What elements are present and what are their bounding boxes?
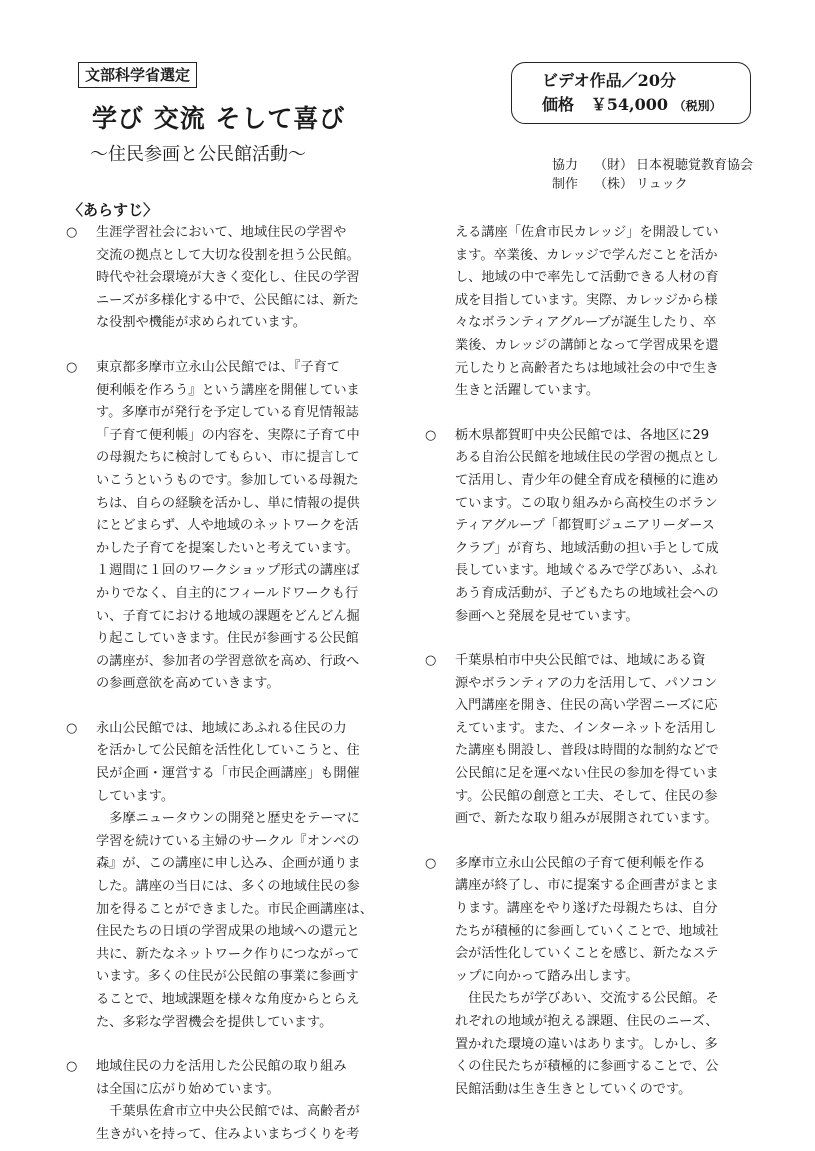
paragraph: [66, 357, 396, 696]
bullet-circle: ○: [66, 1059, 78, 1075]
price-tax: （税別）: [673, 99, 722, 113]
text-line: 生涯学習社会において、地域住民の学習や: [96, 225, 347, 240]
paragraph-body: [96, 222, 396, 335]
paragraph-body: [455, 425, 765, 628]
text-line: の講座が、参加者の学習意欲を高め、行政へ: [96, 653, 360, 669]
credit-production: [552, 175, 753, 194]
video-length: ビデオ作品／20分: [542, 71, 676, 90]
text-line: す。公民館の創意と工夫、そして、住民の参: [455, 788, 718, 804]
text-line: て活用し、青少年の健全育成を積極的に進め: [455, 472, 719, 488]
right-column: [425, 222, 765, 1101]
text-line: くの住民たちが積極的に参画することで、公: [455, 1059, 719, 1075]
bullet-circle: ○: [425, 855, 437, 871]
text-line: 共に、新たなネットワーク作りにつながって: [96, 946, 360, 962]
text-line: 生きがいを持って、住みよいまちづくりを考: [96, 1126, 360, 1142]
paragraph-body: [455, 853, 765, 1102]
paragraph: [425, 425, 765, 628]
price-label: 価格: [542, 95, 575, 114]
paragraph: [66, 718, 396, 1034]
text-line: ています。この取り組みから高校生のボラン: [455, 495, 718, 511]
text-line: 入門講座を開き、住民の高い学習ニーズに応: [455, 698, 718, 714]
text-line: 々なボランティアグループが誕生したり、卒: [455, 315, 717, 331]
text-line: 元したりと高齢者たちは地域社会の中で生き: [455, 360, 719, 376]
text-line: の参画意欲を高めていきます。: [96, 676, 280, 692]
text-line: 森』が、この講座に申し込み、企画が通りま: [96, 856, 361, 872]
text-line: 千葉県佐倉市立中央公民館では、高齢者が: [96, 1104, 360, 1120]
page-title: 学び 交流 そして喜び: [92, 104, 346, 133]
left-column: [66, 222, 396, 1147]
text-line: しています。: [96, 788, 175, 804]
text-line: 成を目指しています。実際、カレッジから様: [455, 292, 718, 308]
text-line: は全国に広がり始めています。: [96, 1081, 280, 1097]
text-line: た、多彩な学習機会を提供しています。: [96, 1014, 333, 1030]
page-subtitle: ～住民参画と公民館活動～: [90, 144, 306, 165]
text-line: ティアグループ「都賀町ジュニアリーダース: [455, 518, 715, 534]
text-line: ちは、自らの経験を活かし、単に情報の提供: [96, 495, 360, 511]
text-line: 交流の拠点として大切な役割を担う公民館。: [96, 247, 360, 263]
text-line: 学習を続けている主婦のサークル『オンベの: [96, 833, 360, 849]
text-line: した。講座の当日には、多くの地域住民の参: [96, 879, 360, 895]
text-line: り起こしていきます。住民が参画する公民館: [96, 631, 359, 647]
text-line: 多摩市立永山公民館の子育て便利帳を作る: [455, 855, 706, 871]
text-line: 会が活性化していくことを感じ、新たなステ: [455, 946, 719, 962]
text-line: 地域住民の力を活用した公民館の取り組み: [96, 1059, 347, 1075]
text-line: 長しています。地域ぐるみで学びあい、ふれ: [455, 563, 718, 579]
text-line: れぞれの地域が抱える課題、住民のニーズ、: [455, 1014, 719, 1029]
text-line: 民館活動は生き生きとしていくのです。: [455, 1081, 692, 1097]
bullet-circle: ○: [66, 720, 78, 736]
text-line: す。多摩市が発行を予定している育児情報誌: [96, 405, 359, 421]
text-line: 住民たちが学びあい、交流する公民館。そ: [455, 991, 719, 1007]
text-line: にとどまらず、人や地域のネットワークを活: [96, 518, 359, 534]
text-line: 参画へと発展を見せています。: [455, 608, 639, 624]
text-line: い、子育てにおける地域の課題をどんどん掘: [96, 608, 360, 624]
bullet-circle: ○: [425, 427, 437, 443]
text-line: います。多くの住民が公民館の事業に参画す: [96, 969, 359, 985]
paragraph: [425, 853, 765, 1102]
text-line: 加を得ることができました。市民企画講座は、: [96, 901, 373, 917]
text-line: し、地域の中で率先して活動できる人材の育: [455, 270, 719, 286]
paragraph-body: [96, 357, 396, 696]
text-line: 講座が終了し、市に提案する企画書がまとま: [455, 878, 719, 894]
credit-type: （財）: [594, 158, 634, 173]
text-line: あう育成活動が、子どもたちの地域社会への: [455, 585, 719, 601]
text-line: な役割や機能が求められています。: [96, 315, 306, 331]
text-line: えています。また、インターネットを活用し: [455, 720, 717, 736]
credit-role: 協力: [552, 158, 579, 173]
text-line: 「子育て便利帳」の内容を、実際に子育て中: [96, 427, 360, 443]
text-line: 栃木県都賀町中央公民館では、各地区に29: [455, 427, 710, 443]
paragraph-continued: [425, 222, 765, 403]
text-line: かした子育てを提案したいと考えています。: [96, 540, 359, 556]
paragraph: [66, 1056, 396, 1146]
credits: [552, 156, 753, 194]
text-line: ります。講座をやり遂げた母親たちは、自分: [455, 901, 718, 917]
text-line: 時代や社会環境が大きく変化し、住民の学習: [96, 270, 360, 286]
credit-name: リュック: [636, 177, 688, 192]
text-line: かりでなく、自主的にフィールドワークも行: [96, 585, 359, 601]
text-line: 東京都多摩市立永山公民館では、『子育て: [96, 359, 340, 375]
text-line: ある自治公民館を地域住民の学習の拠点とし: [455, 450, 719, 466]
text-line: える講座「佐倉市民カレッジ」を開設してい: [455, 225, 719, 240]
bullet-circle: ○: [425, 653, 437, 669]
paragraph-body: [96, 718, 396, 1034]
credit-name: 日本視聴覚教育協会: [636, 158, 754, 173]
text-line: 生きと活躍しています。: [455, 383, 600, 399]
bullet-circle: ○: [66, 225, 78, 240]
price-box: [511, 62, 751, 124]
text-line: ップに向かって踏み出します。: [455, 968, 639, 984]
text-line: たちが積極的に参画していくことで、地域社: [455, 923, 719, 939]
text-line: 業後、カレッジの講師となって学習成果を還: [455, 337, 719, 353]
text-line: 永山公民館では、地域にあふれる住民の力: [96, 720, 347, 736]
text-line: 画で、新たな取り組みが展開されています。: [455, 811, 718, 827]
credit-role: 制作: [552, 177, 579, 192]
text-line: ることで、地域課題を様々な角度からとらえ: [96, 992, 360, 1007]
text-line: を活かして公民館を活性化していこうと、住: [96, 743, 360, 759]
bullet-circle: ○: [66, 359, 78, 375]
text-line: ます。卒業後、カレッジで学んだことを活か: [455, 247, 718, 263]
text-line: 源やボランティアの力を活用して、パソコン: [455, 675, 718, 691]
text-line: ニーズが多様化する中で、公民館には、新た: [96, 292, 359, 308]
text-line: 民が企画・運営する「市民企画講座」も開催: [96, 766, 360, 782]
text-line: た講座も開設し、普段は時間的な制約などで: [455, 743, 719, 759]
price-line: [542, 93, 750, 118]
price-value: ￥54,000: [590, 95, 668, 114]
text-line: １週間に１回のワークショップ形式の講座ば: [96, 563, 360, 579]
text-line: 置かれた環境の違いはあります。しかし、多: [455, 1036, 718, 1052]
paragraph: [66, 222, 396, 335]
paragraph-body: [455, 650, 765, 831]
text-line: 便利帳を作ろう』という講座を開催していま: [96, 382, 360, 398]
credit-cooperation: [552, 156, 753, 175]
text-line: 住民たちの日頃の学習成果の地域への還元と: [96, 924, 360, 940]
text-line: 千葉県柏市中央公民館では、地域にある資: [455, 653, 706, 669]
text-line: クラブ」が育ち、地域活動の担い手として成: [455, 540, 719, 556]
text-line: 公民館に足を運べない住民の参加を得ていま: [455, 766, 719, 782]
text-line: の母親たちに検討してもらい、市に提言して: [96, 450, 360, 466]
credit-type: （株）: [594, 177, 634, 192]
selection-badge: 文部科学省選定: [78, 62, 197, 88]
synopsis-heading: 〈あらすじ〉: [68, 201, 159, 219]
paragraph: [425, 650, 765, 831]
paragraph-body: [96, 1056, 396, 1146]
text-line: いこうというものです。参加している母親た: [96, 472, 359, 488]
text-line: 多摩ニュータウンの開発と歴史をテーマに: [96, 811, 360, 827]
